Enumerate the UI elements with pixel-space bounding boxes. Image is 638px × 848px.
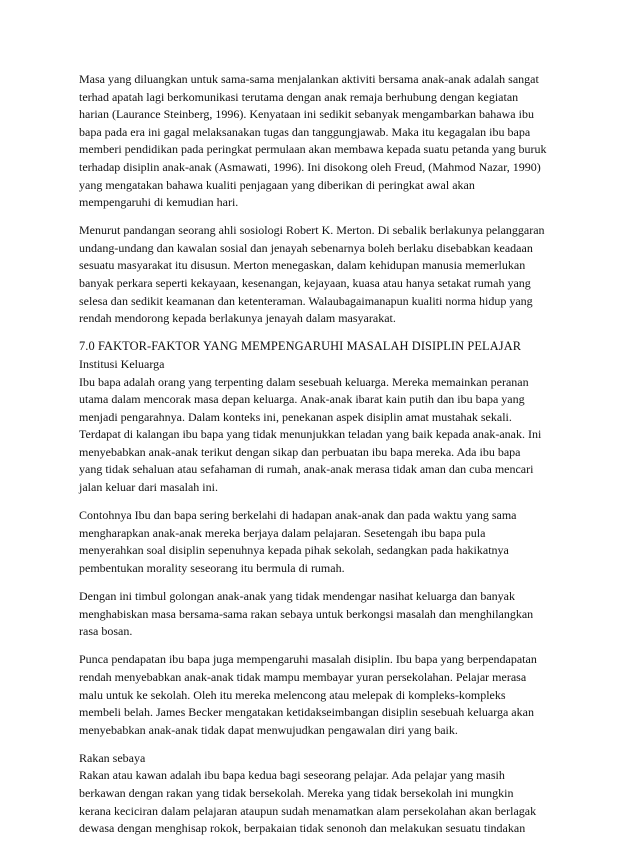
text-line: Masa yang diluangkan untuk sama-sama menjalankan aktiviti bersama anak-anak adalah sangat [79,72,539,86]
text-line: memberi pendidikan pada peringkat permulaan akan membawa kepada suatu petanda yang buruk [79,142,547,157]
text-line: kerana keciciran dalam pelajaran ataupun sudah menamatkan alam persekolahan akan berlagak [79,803,537,818]
text-line: rendah menyebabkan anak-anak tidak mampu membayar yuran persekolahan. Pelajar merasa [79,669,527,684]
paragraph-merton [79,222,569,328]
text-line: terhadap disiplin anak-anak (Asmawati, 1996). Ini disokong oleh Freud, (Mahmod Nazar, 1990) [79,159,541,174]
text-line: selesa dan sedikit keamanan dan ketenteraman. Walaubagaimanapun kualiti norma hidup yang [79,293,533,308]
text-line: utama dalam mencorak masa depan keluarga. Anak-anak ibarat kain putih dan ibu bapa yang [79,392,525,407]
subsection-title: Rakan sebaya [79,750,146,765]
text-line: menyerahkan soal disiplin sepenuhnya kepada pihak sekolah, sedangkan pada hakikatnya [79,543,509,558]
text-line: Punca pendapatan ibu bapa juga mempengaruhi masalah disiplin. Ibu bapa yang berpendapatan [79,652,537,667]
text-line: mengharapkan anak-anak mereka berjaya dalam pelajaran. Sesetengah ibu bapa pula [79,525,486,540]
text-line: menyebabkan anak-anak terikut dengan sikap dan perbuatan ibu bapa mereka. Ada ibu bapa [79,444,521,459]
section-heading: 7.0 FAKTOR-FAKTOR YANG MEMPENGARUHI MASALAH DISIPLIN PELAJAR [79,339,522,354]
text-line: yang mengatakan bahawa kualiti penjagaan yang diberikan di peringkat awal akan [79,177,475,192]
text-line: Ibu bapa adalah orang yang terpenting dalam sesebuah keluarga. Mereka memainkan peranan [79,374,529,389]
paragraph-golongan [79,588,569,641]
text-line: rasa bosan. [79,624,133,639]
subsection-title: Institusi Keluarga [79,356,165,371]
paragraph-rakan-sebaya [79,750,569,838]
text-line: malu untuk ke sekolah. Oleh itu mereka melencong atau melepak di kompleks-kompleks [79,687,506,702]
paragraph-contohnya [79,507,569,577]
text-line: yang tidak sehaluan atau sefahaman di rumah, anak-anak merasa tidak aman dan cuba mencari [79,462,534,477]
text-line: rendah mendorong kepada berlakunya jenayah dalam masyarakat. [79,311,396,326]
text-line: menghabiskan masa bersama-sama rakan sebaya untuk berkongsi masalah dan menghilangkan [79,606,534,621]
text-line: jalan keluar dari masalah ini. [79,480,218,495]
text-line: menjadi pengarahnya. Dalam konteks ini, penekanan aspek disiplin amat mustahak sekali. [79,409,512,424]
text-line: sesuatu masyarakat itu disusun. Merton menegaskan, dalam kehidupan manusia memerlukan [79,258,526,273]
text-line: Menurut pandangan seorang ahli sosiologi Robert K. Merton. Di sebalik berlakunya pelanggaran [79,223,545,238]
text-line: menyebabkan anak-anak tidak dapat menwujudkan pengawalan diri yang baik. [79,722,458,737]
text-line: mempengaruhi di kemudian hari. [79,195,239,210]
text-line: Terdapat di kalangan ibu bapa yang tidak menunjukkan teladan yang baik kepada anak-anak. Ini [79,427,542,442]
text-line: Contohnya Ibu dan bapa sering berkelahi di hadapan anak-anak dan pada waktu yang sama [79,508,517,523]
paragraph-intro [79,71,569,212]
text-line: terhad apatah lagi berkomunikasi terutama dengan anak remaja berhubung dengan kegiatan [79,89,519,104]
paragraph-institusi-keluarga [79,338,569,496]
paragraph-pendapatan [79,651,569,739]
text-line: berkawan dengan rakan yang tidak bersekolah. Mereka yang tidak bersekolah ini mungkin [79,785,514,800]
text-line: dewasa dengan menghisap rokok, berpakaian tidak senonoh dan melakukan sesuatu tindakan [79,821,526,836]
document-body [79,71,569,848]
text-line: undang-undang dan kawalan sosial dan jenayah sebenarnya boleh berlaku disebabkan keadaan [79,240,533,255]
text-line: Rakan atau kawan adalah ibu bapa kedua bagi seseorang pelajar. Ada pelajar yang masih [79,768,505,783]
text-line: banyak perkara seperti kekayaan, kesenangan, kejayaan, kuasa atau hanya setakat rumah yang [79,276,531,291]
text-line: Dengan ini timbul golongan anak-anak yang tidak mendengar nasihat keluarga dan banyak [79,589,515,604]
text-line: bapa pada era ini gagal melaksanakan tugas dan tanggungjawab. Maka itu kegagalan ibu bapa [79,124,531,139]
text-line: pembentukan morality seseorang itu bermula di rumah. [79,560,345,575]
text-line: membeli belah. James Becker mengatakan ketidakseimbangan disiplin sesebuah keluarga akan [79,705,534,720]
text-line: harian (Laurance Steinberg, 1996). Kenyataan ini sedikit sebanyak mengambarkan bahawa ibu [79,107,534,122]
